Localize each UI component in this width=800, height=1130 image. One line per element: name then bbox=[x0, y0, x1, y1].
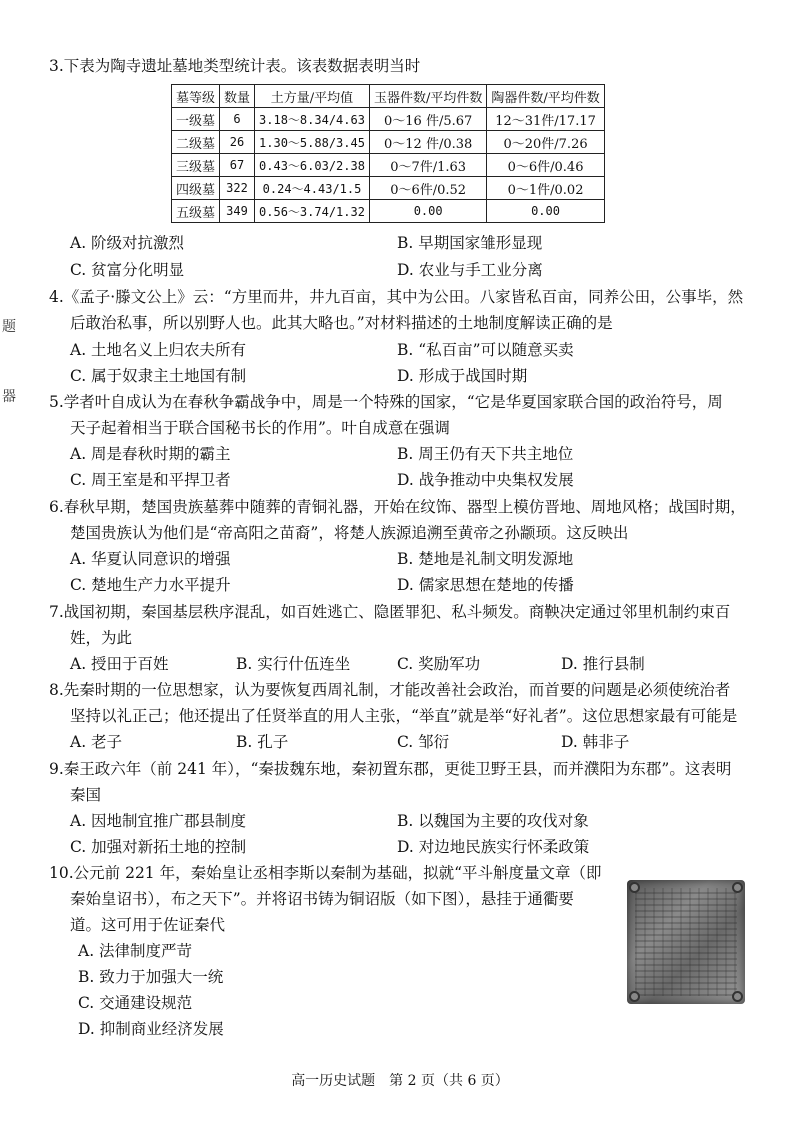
question-9-option-a: A. 因地制宜推广郡县制度 bbox=[70, 812, 247, 830]
question-4-stem-line: 4.《孟子·滕文公上》云：“方里而井，井九百亩，其中为公田。八家皆私百亩，同养公田，公事毕，然 bbox=[49, 288, 744, 306]
margin-note: 题 bbox=[2, 319, 16, 335]
table-cell: 6 bbox=[220, 108, 255, 131]
question-10-option-c: C. 交通建设规范 bbox=[78, 994, 193, 1012]
question-8-option-b: B. 孔子 bbox=[236, 733, 289, 751]
question-9-stem-line: 9.秦王政六年（前 241 年），“秦拔魏东地，秦初置东郡，更徙卫野王县，而并濮阳为东郡”。这表明 bbox=[49, 760, 732, 778]
tomb-statistics-table bbox=[171, 84, 605, 223]
question-5-option-b: B. 周王仍有天下共主地位 bbox=[397, 445, 574, 463]
table-cell: 0.24～4.43/1.5 bbox=[255, 177, 370, 200]
plate-hole-icon bbox=[732, 882, 743, 893]
table-cell: 0～12 件/0.38 bbox=[369, 131, 486, 154]
question-6-stem-line: 楚国贵族认为他们是“帝高阳之苗裔”，将楚人族源追溯至黄帝之孙颛顼。这反映出 bbox=[70, 524, 629, 542]
table-header: 土方量/平均值 bbox=[255, 85, 370, 108]
question-7-option-b: B. 实行什伍连坐 bbox=[236, 655, 351, 673]
page-footer: 高一历史试题 第 2 页（共 6 页） bbox=[291, 1073, 509, 1089]
question-3-option-a: A. 阶级对抗激烈 bbox=[70, 234, 185, 252]
question-8-option-d: D. 韩非子 bbox=[561, 733, 630, 751]
question-10-option-d: D. 抑制商业经济发展 bbox=[78, 1020, 224, 1038]
question-7-option-a: A. 授田于百姓 bbox=[70, 655, 169, 673]
question-6-option-a: A. 华夏认同意识的增强 bbox=[70, 550, 231, 568]
table-row bbox=[172, 200, 605, 223]
question-8-stem-line: 坚持以礼正己；他还提出了任贤举直的用人主张，“举直”就是举“好礼者”。这位思想家最有可能是 bbox=[70, 707, 738, 725]
table-cell: 0～7件/1.63 bbox=[369, 154, 486, 177]
question-7-option-d: D. 推行县制 bbox=[561, 655, 645, 673]
question-8-option-a: A. 老子 bbox=[70, 733, 123, 751]
table-cell: 0.00 bbox=[487, 200, 604, 223]
table-header-row bbox=[172, 85, 605, 108]
question-10-option-a: A. 法律制度严苛 bbox=[78, 942, 193, 960]
bronze-edict-plate-image bbox=[627, 880, 745, 1004]
question-8-stem-line: 8.先秦时期的一位思想家，认为要恢复西周礼制，才能改善社会政治，而首要的问题是必须使统治者 bbox=[49, 681, 731, 699]
plate-hole-icon bbox=[732, 991, 743, 1002]
question-7-stem-line: 7.战国初期，秦国基层秩序混乱，如百姓逃亡、隐匿罪犯、私斗频发。商鞅决定通过邻里机制约束百 bbox=[49, 603, 731, 621]
question-9-option-b: B. 以魏国为主要的攻伐对象 bbox=[397, 812, 589, 830]
question-4-option-c: C. 属于奴隶主土地国有制 bbox=[70, 367, 247, 385]
table-cell: 12～31件/17.17 bbox=[487, 108, 604, 131]
question-9-stem-line: 秦国 bbox=[70, 786, 102, 804]
table-cell: 0～20件/7.26 bbox=[487, 131, 604, 154]
table-row bbox=[172, 108, 605, 131]
table-cell: 26 bbox=[220, 131, 255, 154]
question-5-option-d: D. 战争推动中央集权发展 bbox=[397, 471, 574, 489]
question-4-stem-line: 后敢治私事，所以别野人也。此其大略也。”对材料描述的土地制度解读正确的是 bbox=[70, 314, 613, 332]
question-6-stem-line: 6.春秋早期，楚国贵族墓葬中随葬的青铜礼器，开始在纹饰、器型上模仿晋地、周地风格；战国时期， bbox=[49, 498, 746, 516]
question-10-stem-line: 10.公元前 221 年，秦始皇让丞相李斯以秦制为基础，拟就“平斗斛度量文章（即 bbox=[49, 864, 602, 882]
question-5-option-c: C. 周王室是和平捍卫者 bbox=[70, 471, 231, 489]
question-10-option-b: B. 致力于加强大一统 bbox=[78, 968, 224, 986]
table-cell: 三级墓 bbox=[172, 154, 220, 177]
question-6-option-b: B. 楚地是礼制文明发源地 bbox=[397, 550, 574, 568]
table-row bbox=[172, 131, 605, 154]
plate-hole-icon bbox=[629, 991, 640, 1002]
table-cell: 3.18～8.34/4.63 bbox=[255, 108, 370, 131]
table-header: 数量 bbox=[220, 85, 255, 108]
table-cell: 349 bbox=[220, 200, 255, 223]
question-3-option-b: B. 早期国家雏形显现 bbox=[397, 234, 543, 252]
question-5-stem-line: 天子起着相当于联合国秘书长的作用”。叶自成意在强调 bbox=[70, 419, 450, 437]
question-6-option-d: D. 儒家思想在楚地的传播 bbox=[397, 576, 574, 594]
table-row bbox=[172, 154, 605, 177]
question-4-option-d: D. 形成于战国时期 bbox=[397, 367, 528, 385]
table-header: 玉器件数/平均件数 bbox=[369, 85, 486, 108]
question-5-option-a: A. 周是春秋时期的霸主 bbox=[70, 445, 231, 463]
table-cell: 0.56～3.74/1.32 bbox=[255, 200, 370, 223]
question-3-option-d: D. 农业与手工业分离 bbox=[397, 261, 543, 279]
question-7-option-c: C. 奖励军功 bbox=[397, 655, 481, 673]
table-cell: 四级墓 bbox=[172, 177, 220, 200]
question-3-option-c: C. 贫富分化明显 bbox=[70, 261, 185, 279]
question-4-option-b: B. “私百亩”可以随意买卖 bbox=[397, 341, 574, 359]
margin-note: 器 bbox=[2, 389, 16, 405]
table-cell: 一级墓 bbox=[172, 108, 220, 131]
plate-hole-icon bbox=[629, 882, 640, 893]
table-cell: 1.30～5.88/3.45 bbox=[255, 131, 370, 154]
table-cell: 五级墓 bbox=[172, 200, 220, 223]
table-cell: 0.00 bbox=[369, 200, 486, 223]
table-cell: 322 bbox=[220, 177, 255, 200]
question-10-stem-line: 秦始皇诏书），布之天下”。并将诏书铸为铜诏版（如下图），悬挂于通衢要 bbox=[70, 890, 574, 908]
question-6-option-c: C. 楚地生产力水平提升 bbox=[70, 576, 231, 594]
table-row bbox=[172, 177, 605, 200]
table-cell: 0.43～6.03/2.38 bbox=[255, 154, 370, 177]
question-7-stem-line: 姓，为此 bbox=[70, 629, 133, 647]
table-cell: 二级墓 bbox=[172, 131, 220, 154]
question-9-option-d: D. 对边地民族实行怀柔政策 bbox=[397, 838, 590, 856]
question-4-option-a: A. 土地名义上归农夫所有 bbox=[70, 341, 247, 359]
question-3-stem: 3.下表为陶寺遗址墓地类型统计表。该表数据表明当时 bbox=[49, 57, 421, 75]
table-cell: 0～6件/0.46 bbox=[487, 154, 604, 177]
table-cell: 0～1件/0.02 bbox=[487, 177, 604, 200]
question-10-stem-line: 道。这可用于佐证秦代 bbox=[70, 916, 226, 934]
table-header: 陶器件数/平均件数 bbox=[487, 85, 604, 108]
table-cell: 0～6件/0.52 bbox=[369, 177, 486, 200]
table-cell: 0～16 件/5.67 bbox=[369, 108, 486, 131]
table-header: 墓等级 bbox=[172, 85, 220, 108]
table-cell: 67 bbox=[220, 154, 255, 177]
question-9-option-c: C. 加强对新拓土地的控制 bbox=[70, 838, 247, 856]
question-8-option-c: C. 邹衍 bbox=[397, 733, 450, 751]
question-5-stem-line: 5.学者叶自成认为在春秋争霸战争中，周是一个特殊的国家，“它是华夏国家联合国的政治符号，周 bbox=[49, 393, 723, 411]
